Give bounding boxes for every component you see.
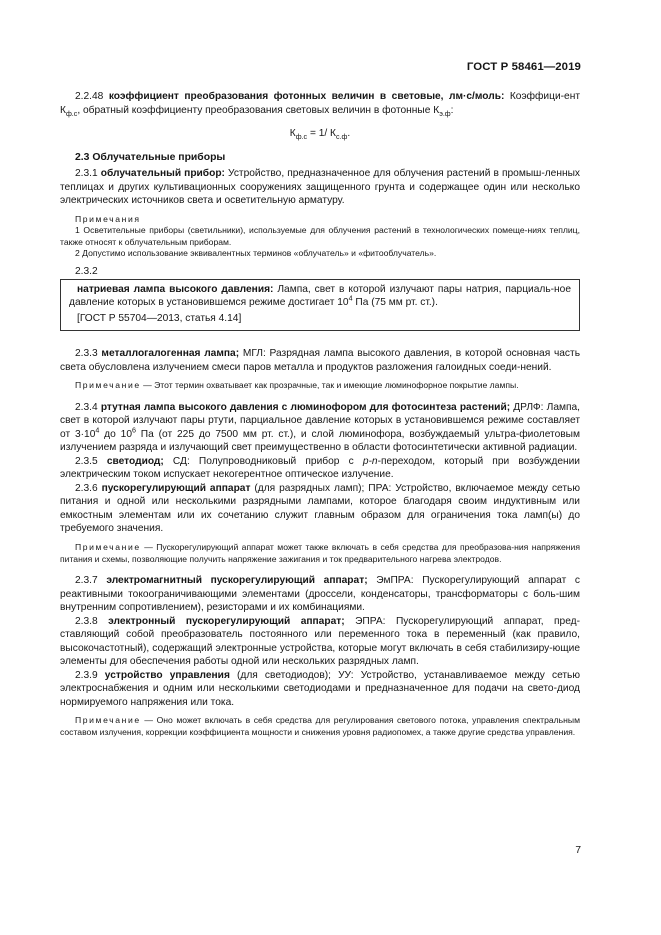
term-2-3-3: 2.3.3 металлогалогенная лампа; МГЛ: Разрядная лампа высокого давления, в которой основная часть света обусловлена излучением смеси паров металла и продуктов разложения галоидных соеди-нений. xyxy=(60,348,580,373)
document-body xyxy=(60,90,580,738)
note-2: 2 Допустимо использование эквивалентных терминов «облучатель» и «фитооблучатель». xyxy=(75,248,437,259)
note-1: 1 Осветительные приборы (светильники), используемые для облучения растений в технологических помеще-ниях теплиц, также относят к облучательным приборам. xyxy=(60,225,580,247)
term-name: коэффициент преобразования фотонных величин в световые, лм·с/моль: xyxy=(108,91,505,102)
term-2-3-7: 2.3.7 электромагнитный пускорегулирующий аппарат; ЭмПРА: Пускорегулирующий аппарат с реактивными токоограничивающими элементами (дроссели, конденсаторы, трансформаторы с боль-шим внутренним сопротивлением), резисторами и их комбинациями. xyxy=(60,575,580,614)
term-number-2-3-2: 2.3.2 xyxy=(75,265,98,277)
note-2-3-9: Примечание — Оно может включать в себя средства для регулирования светового потока, управления спектральным составом излучения, коррекции коэффициента мощности и снижения уровня радиопомех, а также другие средства управления. xyxy=(60,715,580,737)
term-2-3-8: 2.3.8 электронный пускорегулирующий аппарат; ЭПРА: Пускорегулирующий аппарат, пред-ставляющий собой преобразователь постоянного или переменного тока в переменный (как правило, высокочастотный), содержащий электронные устройства, которые могут включать в себя стабилизиру-ющие элементы для обеспечения работы одной или нескольких разрядных ламп. xyxy=(60,615,580,668)
standard-header: ГОСТ Р 58461—2019 xyxy=(466,61,581,73)
term-2-2-48: 2.2.48 коэффициент преобразования фотонных величин в световые, лм·с/моль: Коэффици-ент $К_{ф.с}$, обратный коэффициенту преобразования световых величин в фотонные $К_{э.ф}$: xyxy=(60,91,580,118)
term-2-3-4: 2.3.4 ртутная лампа высокого давления с люминофором для фотосинтеза растений; ДРЛФ: Лампа, свет в которой излучают пары ртути, парциальное давление которых в установившемся режиме составляет от $3\cdot 10^4$ до $10^6$ Па (от 225 до 7500 мм рт. ст.), и слой люминофора, возбуждаемый ультра-фиолетовым излучением разряда и излучающий свет преимущественно в области фотосинтетически активной радиации. xyxy=(60,401,581,454)
term-2-3-2: натриевая лампа высокого давления: Лампа, свет в которой излучают пары натрия, парциаль-ное давление которых в установившемся режиме достигает $10^4$ Па (75 мм рт. ст.). xyxy=(69,283,571,309)
term-2-3-1: 2.3.1 облучательный прибор: Устройство, предназначенное для облучения растений в промыш-ленных теплицах и других культивационных сооружениях защищенного грунта и содержащее один или несколько электрических источников света и осветительную арматуру. xyxy=(60,168,580,206)
term-2-3-5: 2.3.5 светодиод; СД: Полупроводниковый прибор с p-n-переходом, который при возбуждении электрическим током испускает некогерентное оптическое излучение. xyxy=(60,455,580,481)
quoted-term-box xyxy=(60,279,580,332)
note-2-3-6: Примечание — Пускорегулирующий аппарат может также включать в себя средства для преобразова-ния напряжения питания и схемы, позволяющие получить напряжение зажигания и ток предварительного нагрева электродов. xyxy=(60,541,580,564)
source-reference: [ГОСТ Р 55704—2013, статья 4.14] xyxy=(77,312,242,324)
formula: $К_{ф.с} = 1/$ $К_{с.ф}$. xyxy=(289,128,351,142)
notes-heading: Примечания xyxy=(75,213,141,224)
section-title: 2.3 Облучательные приборы xyxy=(75,152,226,163)
term-2-3-9: 2.3.9 устройство управления (для светодиодов); УУ: Устройство, устанавливаемое между сетью электроснабжения и одним или несколькими светодиодами и предназначенное для подачи на свето-диод нормируемого напряжения или тока. xyxy=(60,669,581,708)
note-2-3-3: Примечание — Этот термин охватывает как прозрачные, так и имеющие люминофорное покрытие лампы. xyxy=(75,380,519,391)
term-2-3-6: 2.3.6 пускорегулирующий аппарат (для разрядных ламп); ПРА: Устройство, включаемое между сетью питания и одной или несколькими разрядными лампами, которое благодаря своим индуктивным или емкостным элементам или их сочетанию служит главным образом для ограничения тока ламп(ы) до требуемого значения. xyxy=(60,482,580,535)
page-number: 7 xyxy=(575,845,581,856)
